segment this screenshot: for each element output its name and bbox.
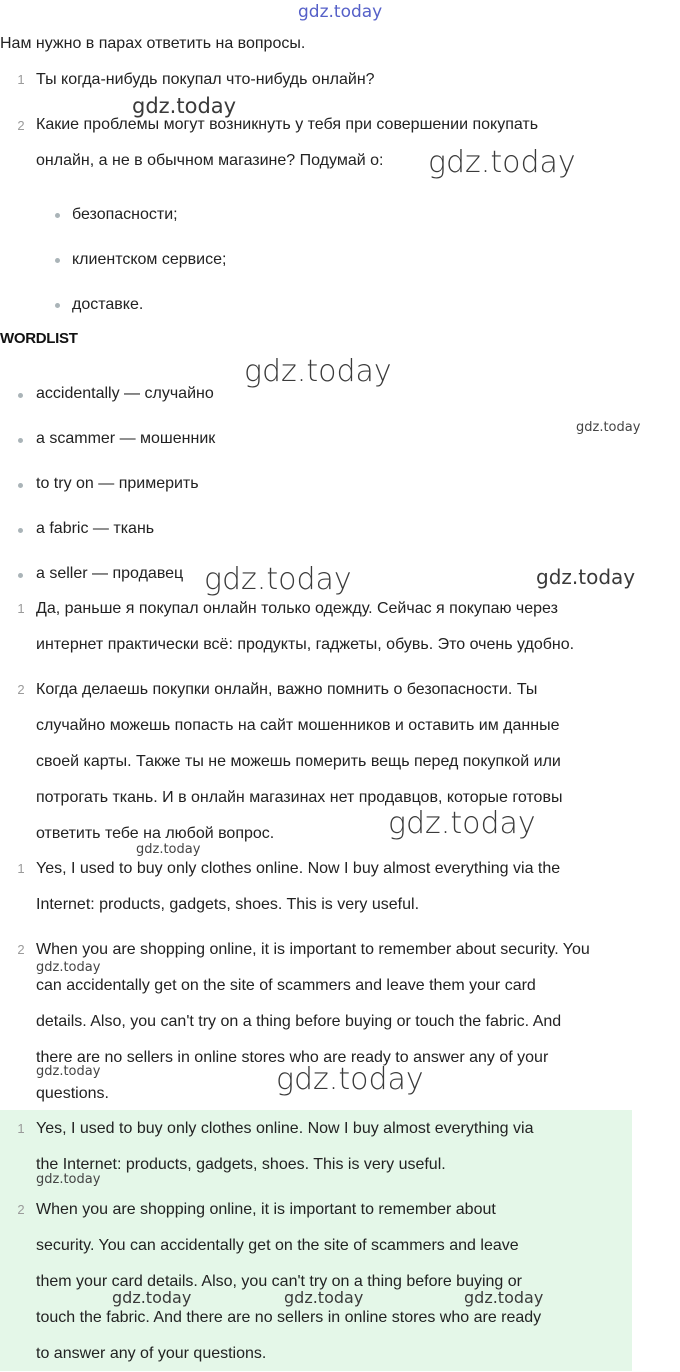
topic-item: безопасности;: [72, 206, 178, 223]
bullet-icon: [18, 528, 23, 533]
watermark: gdz.today: [388, 806, 536, 841]
answer-hl-2-line: When you are shopping online, it is important to remember about: [36, 1201, 496, 1218]
answer-en-2-number: 2: [17, 942, 25, 957]
bullet-icon: [18, 393, 23, 398]
answer-en-1-number: 1: [17, 861, 25, 876]
answer-en-1-line: Yes, I used to buy only clothes online. Now I buy almost everything via the: [36, 860, 561, 877]
watermark: gdz.today: [36, 960, 101, 975]
answer-hl-2-line: touch the fabric. And there are no sellers in online stores who are ready: [36, 1309, 542, 1326]
answer-hl-2-line: security. You can accidentally get on the site of scammers and leave: [36, 1237, 519, 1254]
wordlist-item: to try on — примерить: [36, 475, 199, 492]
answer-ru-2-line: потрогать ткань. И в онлайн магазинах нет продавцов, которые готовы: [36, 789, 563, 806]
wordlist-item: a scammer — мошенник: [36, 430, 216, 447]
question-2-line-2: онлайн, а не в обычном магазине? Подумай о:: [36, 152, 384, 169]
bullet-icon: [18, 573, 23, 578]
watermark: gdz.today: [36, 1064, 101, 1079]
watermark: gdz.today: [132, 94, 237, 118]
bullet-icon: [55, 303, 60, 308]
watermark: gdz.today: [244, 354, 392, 389]
bullet-icon: [55, 213, 60, 218]
answer-ru-1-line: интернет практически всё: продукты, гаджеты, обувь. Это очень удобно.: [36, 636, 575, 653]
intro-text: Нам нужно в парах ответить на вопросы.: [0, 35, 306, 52]
answer-en-2-line: When you are shopping online, it is important to remember about security. You: [36, 941, 590, 958]
watermark: gdz.today: [136, 842, 201, 857]
answer-ru-1-number: 1: [17, 601, 25, 616]
topic-item: доставке.: [72, 296, 144, 313]
watermark: gdz.today: [464, 1288, 544, 1307]
answer-ru-1-line: Да, раньше я покупал онлайн только одежду. Сейчас я покупаю через: [36, 600, 558, 617]
watermark: gdz.today: [284, 1288, 364, 1307]
watermark: gdz.today: [536, 565, 636, 589]
answer-hl-1-number: 1: [17, 1121, 25, 1136]
answer-en-1-line: Internet: products, gadgets, shoes. This is very useful.: [36, 896, 420, 913]
answer-ru-2-line: Когда делаешь покупки онлайн, важно помнить о безопасности. Ты: [36, 681, 538, 698]
answer-hl-1-line: Yes, I used to buy only clothes online. Now I buy almost everything via: [36, 1120, 534, 1137]
wordlist-item: a fabric — ткань: [36, 520, 155, 537]
watermark: gdz.today: [204, 562, 352, 597]
question-2-number: 2: [17, 118, 25, 133]
bullet-icon: [55, 258, 60, 263]
watermark: gdz.today: [428, 145, 576, 180]
question-1-number: 1: [17, 72, 25, 87]
watermark: gdz.today: [112, 1288, 192, 1307]
answer-hl-2-line: to answer any of your questions.: [36, 1345, 267, 1362]
answer-en-2-line: details. Also, you can't try on a thing before buying or touch the fabric. And: [36, 1013, 562, 1030]
answer-ru-2-line: ответить тебе на любой вопрос.: [36, 825, 275, 842]
answer-ru-2-number: 2: [17, 682, 25, 697]
answer-hl-1-line: the Internet: products, gadgets, shoes. This is very useful.: [36, 1156, 446, 1173]
bullet-icon: [18, 438, 23, 443]
topic-item: клиентском сервисе;: [72, 251, 227, 268]
answer-ru-2-line: своей карты. Также ты не можешь померить вещь перед покупкой или: [36, 753, 561, 770]
watermark: gdz.today: [36, 1172, 101, 1187]
watermark: gdz.today: [576, 420, 641, 435]
watermark-top: gdz.today: [298, 2, 383, 22]
wordlist-heading: WORDLIST: [0, 330, 78, 347]
question-2-line-1: Какие проблемы могут возникнуть у тебя при совершении покупать: [36, 116, 539, 133]
question-1-text: Ты когда-нибудь покупал что-нибудь онлайн?: [36, 71, 375, 88]
wordlist-item: accidentally — случайно: [36, 385, 214, 402]
wordlist-item: a seller — продавец: [36, 565, 184, 582]
bullet-icon: [18, 483, 23, 488]
answer-en-2-line: there are no sellers in online stores who are ready to answer any of your: [36, 1049, 549, 1066]
watermark: gdz.today: [276, 1062, 424, 1097]
answer-ru-2-line: случайно можешь попасть на сайт мошенников и оставить им данные: [36, 717, 560, 734]
answer-hl-2-line: them your card details. Also, you can't try on a thing before buying or: [36, 1273, 522, 1290]
answer-en-2-line: questions.: [36, 1085, 109, 1102]
answer-en-2-line: can accidentally get on the site of scammers and leave them your card: [36, 977, 536, 994]
answer-hl-2-number: 2: [17, 1202, 25, 1217]
